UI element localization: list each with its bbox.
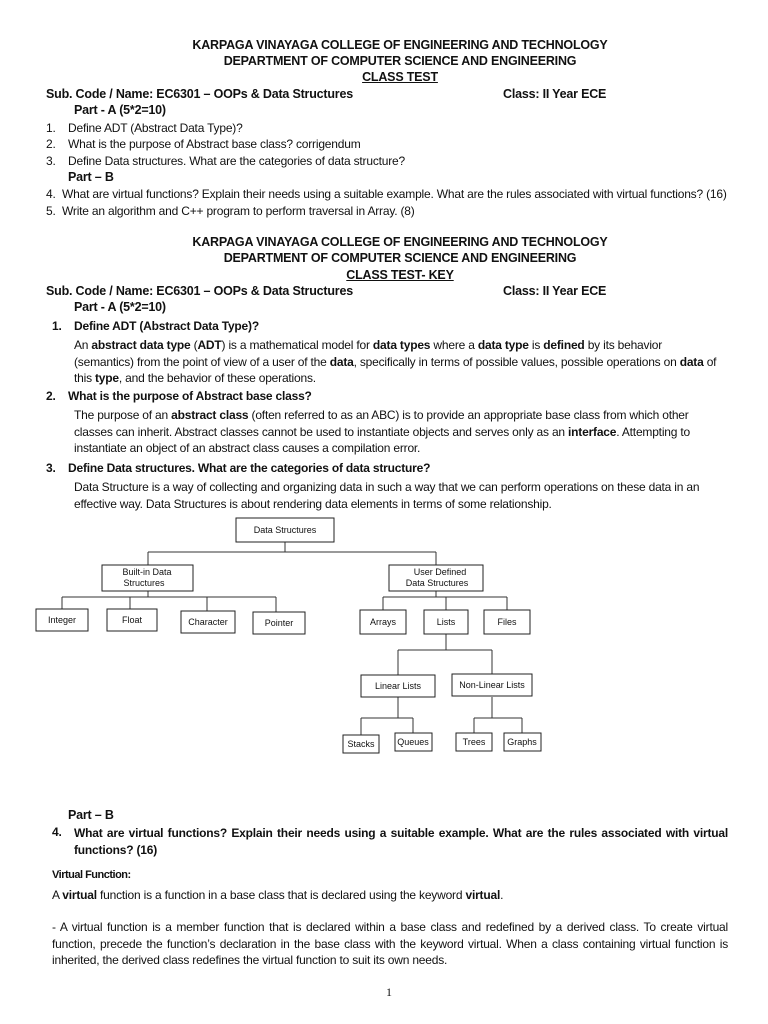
node-character: Character [188, 617, 228, 627]
key-title: CLASS TEST- KEY [346, 268, 454, 282]
node-builtin-line2: Structures [123, 578, 165, 588]
answer-2: The purpose of an abstract class (often referred to as an ABC) is to provide an appropriate base class from which other classes can inherit. Abstract classes cannot be used to instantiate objects and serves only as an interface. Attempting to instantiate an object of an abstract class causes a compilation error. [74, 408, 690, 455]
key-college-name: KARPAGA VINAYAGA COLLEGE OF ENGINEERING AND TECHNOLOGY [192, 235, 608, 249]
test-question-2-number: 2. [46, 137, 56, 151]
node-float: Float [121, 615, 143, 625]
virtual-function-heading: Virtual Function: [52, 869, 131, 881]
key-question-2: What is the purpose of Abstract base class? [68, 389, 312, 403]
data-structures-diagram [0, 510, 768, 770]
class-line: Class: II Year ECE [503, 87, 607, 101]
test-question-1: Define ADT (Abstract Data Type)? [68, 121, 243, 135]
test-question-4: What are virtual functions? Explain their needs using a suitable example. What are the rules associated with virtual functions? (16) [62, 187, 727, 201]
node-user-defined-line2: Data Structures [405, 578, 469, 588]
key-question-4-number: 4. [52, 825, 62, 839]
node-pointer: Pointer [264, 618, 294, 628]
test-question-5-number: 5. [46, 204, 56, 218]
node-trees: Trees [462, 737, 486, 747]
node-graphs: Graphs [507, 737, 537, 747]
node-user-defined-line1: User Defined [413, 567, 467, 577]
node-data-structures: Data Structures [253, 525, 317, 535]
test-question-5: Write an algorithm and C++ program to perform traversal in Array. (8) [62, 204, 415, 218]
virtual-definition: A virtual function is a function in a base class that is declared using the keyword virtual. [52, 888, 504, 902]
node-lists: Lists [436, 617, 456, 627]
test-question-1-number: 1. [46, 121, 56, 135]
key-question-1: Define ADT (Abstract Data Type)? [74, 319, 259, 333]
test-question-2: What is the purpose of Abstract base class? corrigendum [68, 137, 361, 151]
key-question-3-number: 3. [46, 461, 56, 475]
key-subject-line: Sub. Code / Name: EC6301 – OOPs & Data Structures [46, 284, 353, 298]
part-a-heading: Part - A (5*2=10) [74, 103, 166, 117]
node-builtin-line1: Built-in Data [122, 567, 172, 577]
node-nonlinear-lists: Non-Linear Lists [459, 680, 525, 690]
test-question-3-number: 3. [46, 154, 56, 168]
key-question-3: Define Data structures. What are the categories of data structure? [68, 461, 431, 475]
test-question-4-number: 4. [46, 187, 56, 201]
test-title: CLASS TEST [362, 70, 438, 84]
key-class-line: Class: II Year ECE [503, 284, 607, 298]
key-question-1-number: 1. [52, 319, 62, 333]
college-name: KARPAGA VINAYAGA COLLEGE OF ENGINEERING AND TECHNOLOGY [192, 38, 608, 52]
node-linear-lists: Linear Lists [374, 681, 422, 691]
node-integer: Integer [47, 615, 77, 625]
department-name: DEPARTMENT OF COMPUTER SCIENCE AND ENGINEERING [223, 54, 577, 68]
node-arrays: Arrays [369, 617, 397, 627]
key-part-a-heading: Part - A (5*2=10) [74, 300, 166, 314]
part-b-heading: Part – B [68, 170, 114, 184]
node-queues: Queues [397, 737, 429, 747]
virtual-description: - A virtual function is a member function that is declared within a base class and redefined by a derived class. To create virtual function, precede the function’s declaration in the base class with the keyword virtual. When a class containing virtual function is inherited, the derived class redefines the virtual function to suit its own needs. [52, 920, 728, 967]
page-number: 1 [386, 985, 392, 999]
node-stacks: Stacks [347, 739, 375, 749]
key-question-4: What are virtual functions? Explain their needs using a suitable example. What are the rules associated with virtual functions? (16) [74, 826, 728, 857]
answer-1: An abstract data type (ADT) is a mathematical model for data types where a data type is defined by its behavior (semantics) from the point of view of a user of the data, specifically in terms of possible values, possible operations on data of this type, and the behavior of these operations. [74, 338, 717, 385]
answer-3: Data Structure is a way of collecting and organizing data in such a way that we can perform operations on these data in an effective way. Data Structures is about rendering data elements in terms of some relationship. [74, 480, 700, 511]
key-question-2-number: 2. [46, 389, 56, 403]
test-question-3: Define Data structures. What are the categories of data structure? [68, 154, 405, 168]
key-department-name: DEPARTMENT OF COMPUTER SCIENCE AND ENGINEERING [223, 251, 577, 265]
node-files: Files [497, 617, 517, 627]
subject-line: Sub. Code / Name: EC6301 – OOPs & Data Structures [46, 87, 353, 101]
key-part-b-heading: Part – B [68, 808, 114, 822]
